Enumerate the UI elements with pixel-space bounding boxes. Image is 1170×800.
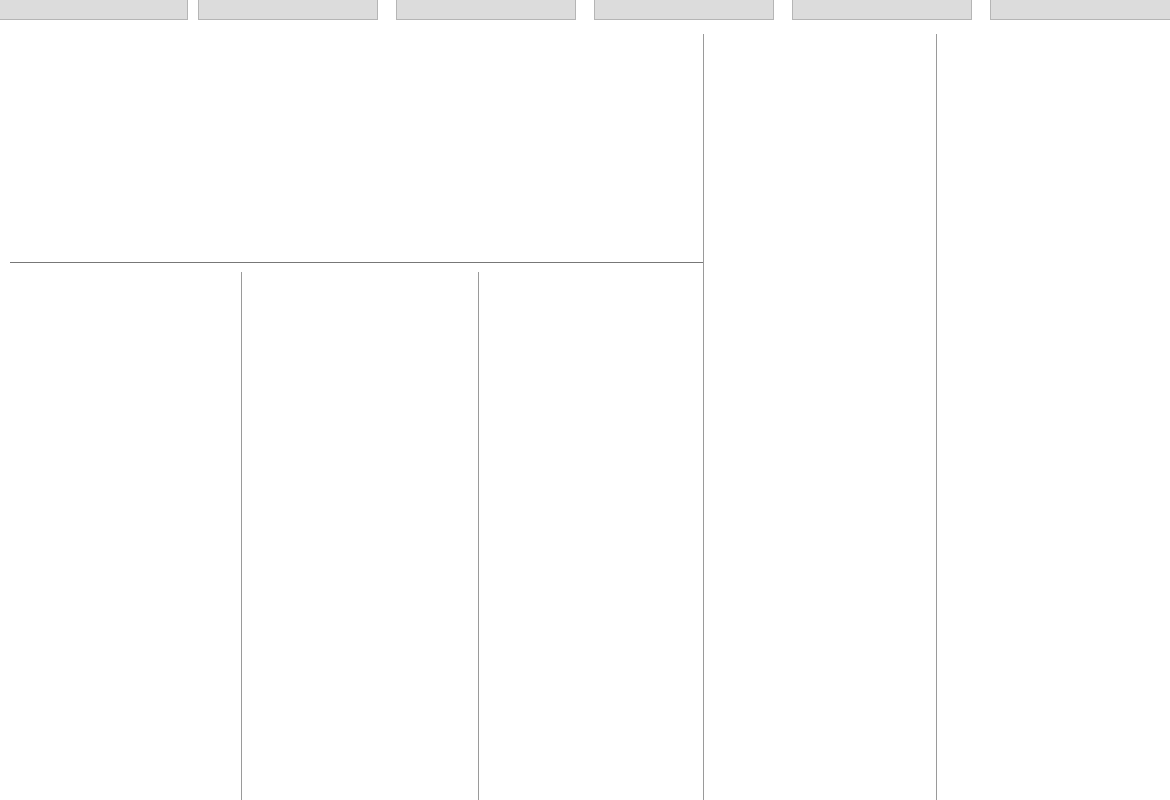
column-4 [710,34,930,800]
column-5 [943,34,1161,800]
tab-1[interactable] [0,0,188,20]
column-3 [484,272,696,800]
tab-2[interactable] [198,0,378,20]
tab-6[interactable] [990,0,1170,20]
column-rule [936,34,937,800]
divider [10,262,704,263]
tab-4[interactable] [594,0,774,20]
column-2 [248,272,472,800]
column-rule [478,272,479,800]
column-1 [10,272,234,800]
tab-3[interactable] [396,0,576,20]
column-rule [241,272,242,800]
top-tabs [0,0,1170,22]
tab-5[interactable] [792,0,972,20]
article-intro [10,34,704,266]
column-rule [703,34,704,800]
